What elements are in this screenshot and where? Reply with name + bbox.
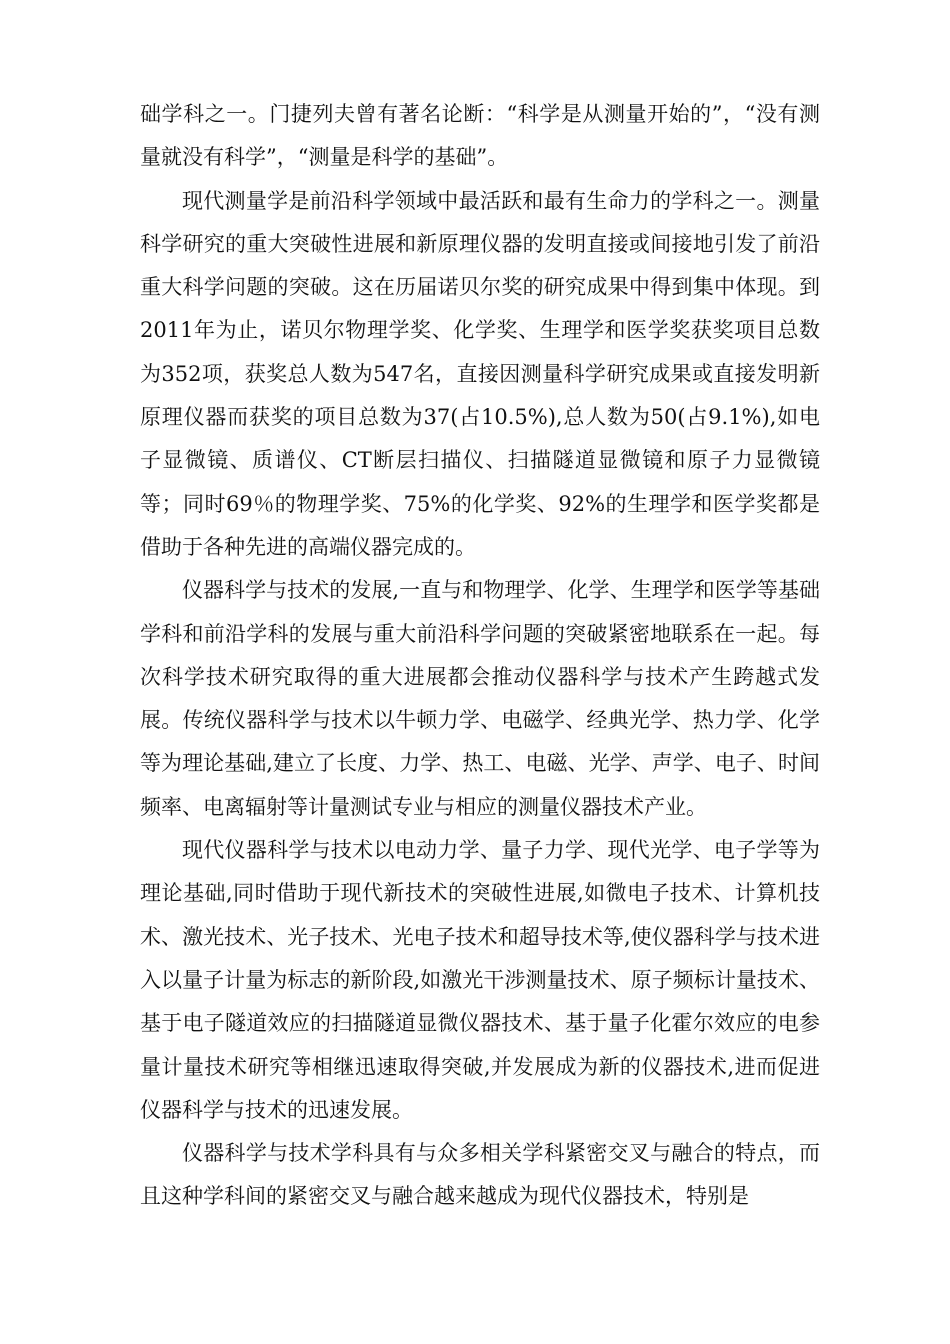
paragraph-4: 现代仪器科学与技术以电动力学、量子力学、现代光学、电子学等为理论基础,同时借助于现代新技术的突破性进展,如微电子技术、计算机技术、激光技术、光子技术、光电子技术和超导技术等,使仪器科学与技术进入以量子计量为标志的新阶段,如激光干涉测量技术、原子频标计量技术、基于电子隧道效应的扫描隧道显微仪器技术、基于量子化霍尔效应的电参量计量技术研究等相继迅速取得突破,并发展成为新的仪器技术,进而促进仪器科学与技术的迅速发展。 [140, 838, 820, 1122]
paragraph-5: 仪器科学与技术学科具有与众多相关学科紧密交叉与融合的特点，而且这种学科间的紧密交叉与融合越来越成为现代仪器技术，特别是 [140, 1141, 820, 1209]
body-text [140, 93, 820, 1219]
paragraph-3: 仪器科学与技术的发展,一直与和物理学、化学、生理学和医学等基础学科和前沿学科的发展与重大前沿科学问题的突破紧密地联系在一起。每次科学技术研究取得的重大进展都会推动仪器科学与技术产生跨越式发展。传统仪器科学与技术以牛顿力学、电磁学、经典光学、热力学、化学等为理论基础,建立了长度、力学、热工、电磁、光学、声学、电子、时间频率、电离辐射等计量测试专业与相应的测量仪器技术产业。 [140, 578, 820, 819]
paragraph-1: 础学科之一。门捷列夫曾有著名论断：“科学是从测量开始的”，“没有测量就没有科学”，“测量是科学的基础”。 [140, 102, 820, 170]
paragraph-2: 现代测量学是前沿科学领域中最活跃和最有生命力的学科之一。测量科学研究的重大突破性进展和新原理仪器的发明直接或间接地引发了前沿重大科学问题的突破。这在历届诺贝尔奖的研究成果中得到集中体现。到2011年为止，诺贝尔物理学奖、化学奖、生理学和医学奖获奖项目总数为352项，获奖总人数为547名，直接因测量科学研究成果或直接发明新原理仪器而获奖的项目总数为37(占10.5%),总人数为50(占9.1%),如电子显微镜、质谱仪、CT断层扫描仪、扫描隧道显微镜和原子力显微镜等；同时69％的物理学奖、75%的化学奖、92%的生理学和医学奖都是借助于各种先进的高端仪器完成的。 [140, 188, 820, 559]
